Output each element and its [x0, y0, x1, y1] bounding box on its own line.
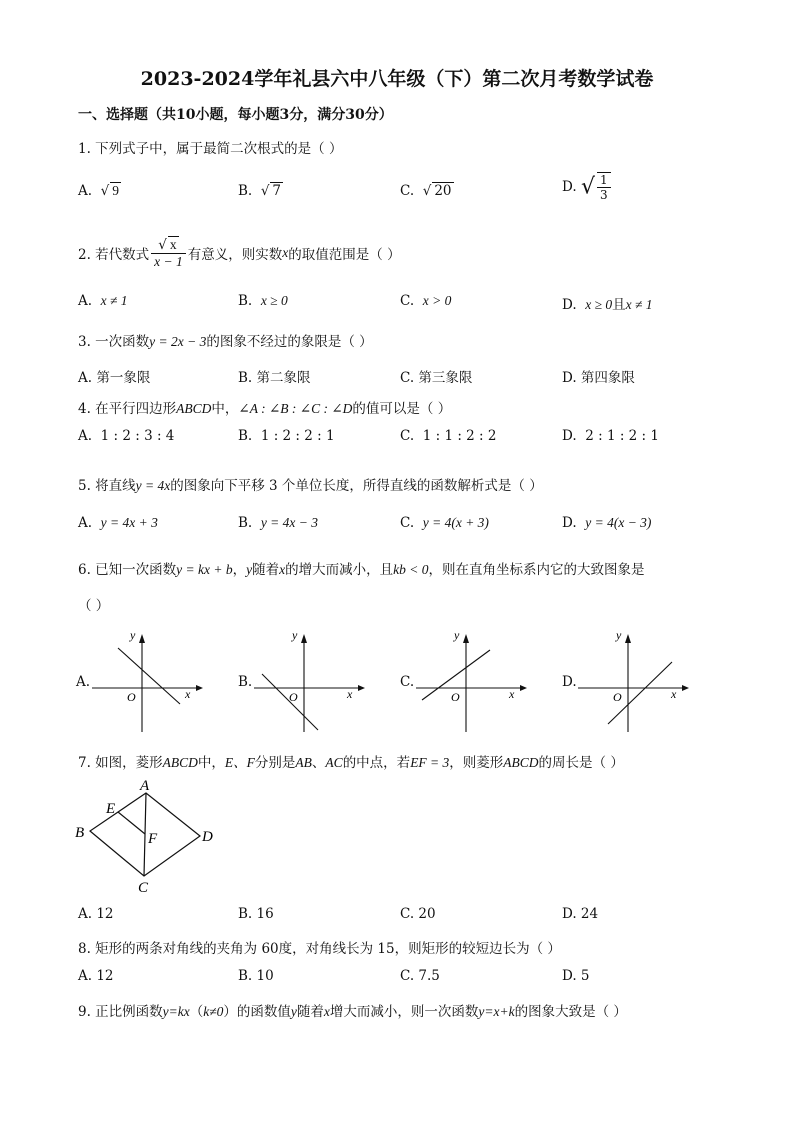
q6-graph-a-label: A. [76, 674, 91, 690]
q2-fraction [151, 236, 186, 270]
q4-d-value: 2 : 1 : 2 : 1 [585, 428, 659, 444]
q5-option-d [562, 515, 651, 531]
sqrt-symbol: √ [422, 183, 432, 199]
q5-d-value: y = 4(x − 3) [585, 515, 652, 530]
q3-expr: y = 2x − 3 [149, 334, 207, 349]
q2-option-d [562, 293, 653, 313]
q6-graph-b-label: B. [238, 674, 253, 690]
q9-pre: 9. 正比例函数 [78, 1004, 163, 1020]
q6-mid: ， [232, 562, 247, 578]
q5-option-c [400, 515, 489, 531]
q2-var: x [282, 245, 289, 260]
q9-mid3: 随着 [296, 1004, 324, 1020]
q9-post: 的图象大致是（ ） [514, 1004, 627, 1020]
q2-b-label: B. [238, 293, 253, 309]
q1-a-label: A. [78, 183, 93, 199]
q6-graph-c [416, 628, 531, 734]
axis-x-label: x [347, 687, 353, 701]
q1-stem: 1. 下列式子中，属于最简二次根式的是（ ） [78, 141, 343, 157]
origin-label: O [289, 690, 298, 704]
q4-expr: ∠A : ∠B : ∠C : ∠D [238, 401, 353, 416]
section-heading: 一、选择题（共10小题，每小题3分，满分30分） [78, 107, 393, 123]
axis-x-label: x [509, 687, 515, 701]
q2-a-expr: x ≠ 1 [100, 293, 128, 308]
q3-option-c: C. 第三象限 [400, 370, 473, 386]
q7-stem [78, 751, 624, 771]
q6-x: x [279, 562, 286, 577]
q7-mid: 中， [197, 755, 225, 771]
q1-option-d [562, 172, 613, 202]
point-f-label: F [148, 831, 158, 847]
sqrt-symbol: √ [158, 237, 167, 253]
q6-graph-a [92, 628, 207, 734]
q4-option-b [238, 428, 335, 444]
q7-ef: E、F [224, 755, 255, 770]
axis-x-label: x [185, 687, 191, 701]
q1-d-label: D. [562, 179, 577, 195]
q5-expr: y = 4x [135, 478, 171, 493]
q2-b-expr: x ≥ 0 [260, 293, 288, 308]
q7-rhombus-figure [70, 776, 230, 896]
q8-option-a: A. 12 [78, 968, 114, 984]
q6-cond: kb < 0 [393, 562, 429, 577]
q4-b-value: 1 : 2 : 2 : 1 [260, 428, 335, 444]
sqrt-symbol: √ [260, 183, 270, 199]
q9-mid4: 增大而减小，则一次函数 [329, 1004, 479, 1020]
q1-c-label: C. [400, 183, 415, 199]
q5-option-b [238, 515, 318, 531]
axis-y-label: y [616, 628, 622, 642]
q7-option-d: D. 24 [562, 906, 599, 922]
axis-x-label: x [671, 687, 677, 701]
q6-graph-b [254, 628, 369, 734]
q1-d-fraction [597, 172, 611, 202]
q2-d-and: 且 [612, 297, 626, 313]
q7-mid2: 分别是 [254, 755, 296, 771]
q8-option-c: C. 7.5 [400, 968, 440, 984]
q2-option-a [78, 293, 128, 309]
q5-a-label: A. [78, 515, 93, 531]
q7-cond: EF = 3 [410, 755, 450, 770]
point-e-label: E [106, 801, 116, 817]
q2-option-b [238, 293, 288, 309]
origin-label: O [613, 690, 622, 704]
origin-label: O [127, 690, 136, 704]
q5-post: 的图象向下平移 3 个单位长度，所得直线的函数解析式是（ ） [170, 478, 543, 494]
q7-mid4: ，则菱形 [449, 755, 504, 771]
q7-ab: AB [295, 755, 312, 770]
q1-d-denominator: 3 [599, 188, 608, 202]
q2-post: 有意义，则实数 [187, 247, 283, 263]
q6-stem-line2: （ ） [78, 598, 110, 614]
q2-num-radicand: x [169, 237, 177, 252]
q5-b-value: y = 4x − 3 [260, 515, 319, 530]
q4-stem [78, 397, 451, 417]
q7-post: 的周长是（ ） [538, 755, 624, 771]
q4-a-label: A. [78, 428, 93, 444]
q6-graph-c-label: C. [400, 674, 415, 690]
q1-b-label: B. [238, 183, 253, 199]
q5-stem [78, 474, 543, 494]
q2-d-expr2: x ≠ 1 [625, 297, 653, 312]
q2-d-label: D. [562, 297, 577, 313]
q4-b-label: B. [238, 428, 253, 444]
origin-label: O [451, 690, 460, 704]
q7-sep: 、 [311, 755, 326, 771]
vertex-a-label: A [140, 778, 150, 794]
q8-stem: 8. 矩形的两条对角线的夹角为 60度，对角线长为 15，则矩形的较短边长为（ ） [78, 941, 561, 957]
q1-option-b [238, 182, 283, 199]
q6-mid2: 随着 [252, 562, 280, 578]
q7-name: ABCD [162, 755, 198, 770]
q6-graph-d [578, 628, 693, 734]
axis-y-label: y [130, 628, 136, 642]
q4-d-label: D. [562, 428, 577, 444]
q4-a-value: 1 : 2 : 3 : 4 [100, 428, 175, 444]
q9-y: y [290, 1004, 297, 1019]
q7-pre: 7. 如图，菱形 [78, 755, 163, 771]
q5-pre: 5. 将直线 [78, 478, 136, 494]
sqrt-symbol: √ [100, 183, 110, 199]
q4-option-c [400, 428, 496, 444]
q3-option-a: A. 第一象限 [78, 370, 151, 386]
q2-stem [78, 236, 401, 270]
q5-c-value: y = 4(x + 3) [422, 515, 489, 530]
q8-option-b: B. 10 [238, 968, 274, 984]
q8-option-d: D. 5 [562, 968, 590, 984]
q2-a-label: A. [78, 293, 93, 309]
sqrt-symbol: √ [580, 174, 595, 200]
q4-mid: 中， [211, 401, 239, 417]
q7-name2: ABCD [503, 755, 539, 770]
q3-option-d: D. 第四象限 [562, 370, 635, 386]
q6-expr: y = kx + b [176, 562, 233, 577]
axis-y-label: y [454, 628, 460, 642]
q6-mid3: 的增大而减小，且 [285, 562, 394, 578]
q7-option-a: A. 12 [78, 906, 114, 922]
q5-option-a [78, 515, 158, 531]
q1-a-radicand: 9 [112, 183, 119, 198]
q7-option-c: C. 20 [400, 906, 436, 922]
q6-graph-d-label: D. [562, 674, 577, 690]
q7-ac: AC [325, 755, 343, 770]
q6-pre: 6. 已知一次函数 [78, 562, 177, 578]
q9-expr: y=kx [162, 1004, 190, 1019]
q9-stem [78, 1000, 627, 1020]
q4-pre: 4. 在平行四边形 [78, 401, 177, 417]
q3-post: 的图象不经过的象限是（ ） [206, 334, 373, 350]
q4-name: ABCD [176, 401, 212, 416]
q6-stem [78, 558, 644, 578]
q3-stem [78, 330, 373, 350]
q9-expr2: y=x+k [478, 1004, 515, 1019]
axis-y-label: y [292, 628, 298, 642]
q7-mid3: 的中点，若 [342, 755, 411, 771]
q9-mid2: ）的函数值 [223, 1004, 291, 1020]
q7-option-b: B. 16 [238, 906, 274, 922]
q5-a-value: y = 4x + 3 [100, 515, 158, 530]
q1-c-radicand: 20 [434, 183, 452, 199]
exam-title: 2023-2024学年礼县六中八年级（下）第二次月考数学试卷 [140, 68, 654, 90]
q1-b-radicand: 7 [272, 183, 282, 199]
q5-c-label: C. [400, 515, 415, 531]
q2-d-expr1: x ≥ 0 [585, 297, 613, 312]
q4-option-d [562, 428, 659, 444]
q2-c-expr: x > 0 [422, 293, 452, 308]
q2-denominator: x − 1 [154, 254, 183, 269]
q1-d-numerator: 1 [597, 173, 611, 188]
q4-c-value: 1 : 1 : 2 : 2 [422, 428, 497, 444]
q9-x: x [323, 1004, 330, 1019]
vertex-c-label: C [138, 880, 149, 896]
q4-c-label: C. [400, 428, 415, 444]
q2-c-label: C. [400, 293, 415, 309]
q1-option-a [78, 182, 121, 199]
q4-option-a [78, 428, 174, 444]
vertex-b-label: B [75, 825, 85, 841]
q9-mid: （ [189, 1004, 204, 1020]
q4-post: 的值可以是（ ） [352, 401, 452, 417]
q2-numerator [151, 236, 186, 254]
q3-option-b: B. 第二象限 [238, 370, 311, 386]
q1-option-c [400, 182, 454, 199]
q2-post2: 的取值范围是（ ） [288, 247, 401, 263]
q3-pre: 3. 一次函数 [78, 334, 150, 350]
q6-post: ，则在直角坐标系内它的大致图象是 [428, 562, 645, 578]
q9-cond: k≠0 [203, 1004, 224, 1019]
q5-d-label: D. [562, 515, 577, 531]
vertex-d-label: D [202, 829, 213, 845]
q2-option-c [400, 293, 451, 309]
q2-pre: 2. 若代数式 [78, 247, 150, 263]
q5-b-label: B. [238, 515, 253, 531]
q6-y: y [246, 562, 253, 577]
